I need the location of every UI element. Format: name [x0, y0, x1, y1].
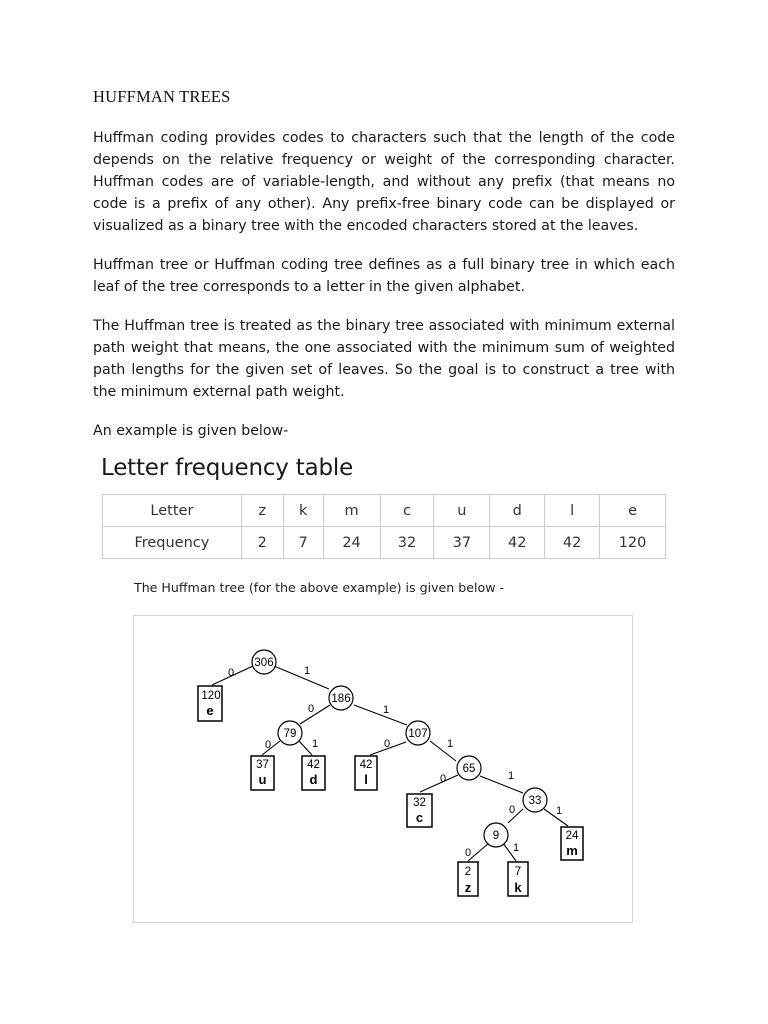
paragraph-intro: Huffman coding provides codes to characters such that the length of the code depends on the relative frequency or weight of the corresponding character. Huffman codes are of variable-length, and without any prefix (that means no code is a prefix of any other). Any prefix-free binary code can be displayed or visualized as a binary tree with the encoded characters stored at the leaves. [93, 130, 675, 234]
tree-leaf [508, 862, 528, 896]
leaf-value: 37 [256, 759, 269, 771]
edge-label: 1 [382, 704, 390, 716]
tree-edge [274, 666, 329, 689]
edge-label: 0 [439, 773, 447, 785]
node-value: 65 [462, 763, 476, 775]
tree-edge [468, 843, 489, 861]
tree-node [278, 721, 302, 745]
paragraph-path-weight: The Huffman tree is treated as the binary tree associated with minimum external path weight that means, the one associated with the minimum sum of weighted path lengths for the given set of leaves. So the goal is to construct a tree with the minimum external path weight. [93, 318, 675, 400]
frequency-table [102, 494, 666, 559]
tree-edge [300, 705, 330, 724]
letter-cell: z [241, 495, 283, 527]
letter-cell: u [434, 495, 490, 527]
leaf-letter: m [566, 843, 578, 858]
leaf-letter: u [258, 772, 267, 787]
table-row-frequencies [103, 527, 666, 559]
node-value: 186 [331, 693, 351, 705]
letter-cell: l [545, 495, 600, 527]
letter-cell: m [323, 495, 380, 527]
edge-label: 0 [307, 703, 315, 715]
node-value: 9 [492, 830, 500, 842]
paragraph-example-intro: An example is given below- [93, 423, 289, 439]
leaf-letter: e [206, 703, 214, 718]
leaf-letter: c [415, 810, 424, 825]
tree-leaf [251, 756, 274, 790]
leaf-nodes [198, 686, 583, 896]
node-value: 107 [408, 728, 428, 740]
tree-leaf [458, 862, 478, 896]
row-label-letter: Letter [103, 495, 242, 527]
internal-nodes [252, 650, 547, 847]
tree-node [523, 788, 547, 812]
edge-label: 1 [311, 738, 319, 750]
tree-edge [480, 776, 523, 793]
node-value: 33 [528, 795, 542, 807]
letter-cell: e [600, 495, 666, 527]
frequency-cell: 42 [490, 527, 545, 559]
edge-label: 0 [508, 804, 516, 816]
leaf-value: 2 [464, 866, 472, 878]
tree-leaf [407, 794, 432, 827]
leaf-value: 42 [359, 759, 373, 771]
leaf-letter: k [514, 880, 522, 895]
edge-label: 0 [464, 847, 472, 859]
edge-label: 1 [446, 738, 454, 750]
frequency-cell: 24 [323, 527, 380, 559]
tree-node [329, 686, 353, 710]
letter-cell: k [283, 495, 323, 527]
frequency-table-title: Letter frequency table [101, 455, 354, 481]
tree-edge [299, 741, 312, 755]
tree-node [406, 721, 430, 745]
tree-caption: The Huffman tree (for the above example) is given below - [134, 580, 505, 595]
leaf-letter: d [309, 772, 318, 787]
table-row-letters [103, 495, 666, 527]
frequency-cell: 32 [380, 527, 434, 559]
leaf-value: 7 [514, 866, 522, 878]
page-title: HUFFMAN TREES [93, 87, 231, 106]
tree-leaf [198, 686, 222, 721]
leaf-value: 24 [565, 830, 579, 842]
tree-leaf [355, 756, 377, 790]
huffman-tree-diagram [134, 616, 634, 924]
edge-label: 1 [555, 805, 563, 817]
tree-node [457, 756, 481, 780]
tree-edge [354, 705, 407, 725]
leaf-value: 32 [413, 797, 426, 809]
edge-label: 1 [507, 770, 515, 782]
node-value: 79 [283, 728, 297, 740]
frequency-cell: 42 [545, 527, 600, 559]
frequency-cell: 120 [600, 527, 666, 559]
leaf-value: 120 [201, 690, 221, 702]
frequency-cell: 7 [283, 527, 323, 559]
tree-leaf [561, 827, 583, 860]
edge-label: 1 [512, 842, 520, 854]
tree-leaf [302, 756, 325, 790]
huffman-tree-figure [133, 615, 633, 923]
letter-cell: c [380, 495, 434, 527]
edge-label: 0 [264, 739, 272, 751]
frequency-cell: 2 [241, 527, 283, 559]
frequency-cell: 37 [434, 527, 490, 559]
leaf-value: 42 [307, 759, 320, 771]
edge-label: 1 [303, 665, 311, 677]
letter-cell: d [490, 495, 545, 527]
leaf-letter: l [364, 772, 368, 787]
edge-label: 0 [383, 738, 391, 750]
row-label-frequency: Frequency [103, 527, 242, 559]
edge-labels [228, 665, 562, 859]
tree-node [484, 823, 508, 847]
node-value: 306 [254, 657, 274, 669]
leaf-letter: z [464, 880, 472, 895]
paragraph-definition: Huffman tree or Huffman coding tree defines as a full binary tree in which each leaf of the tree corresponds to a letter in the given alphabet. [93, 257, 675, 295]
tree-node [252, 650, 276, 674]
edge-label: 0 [227, 667, 235, 679]
